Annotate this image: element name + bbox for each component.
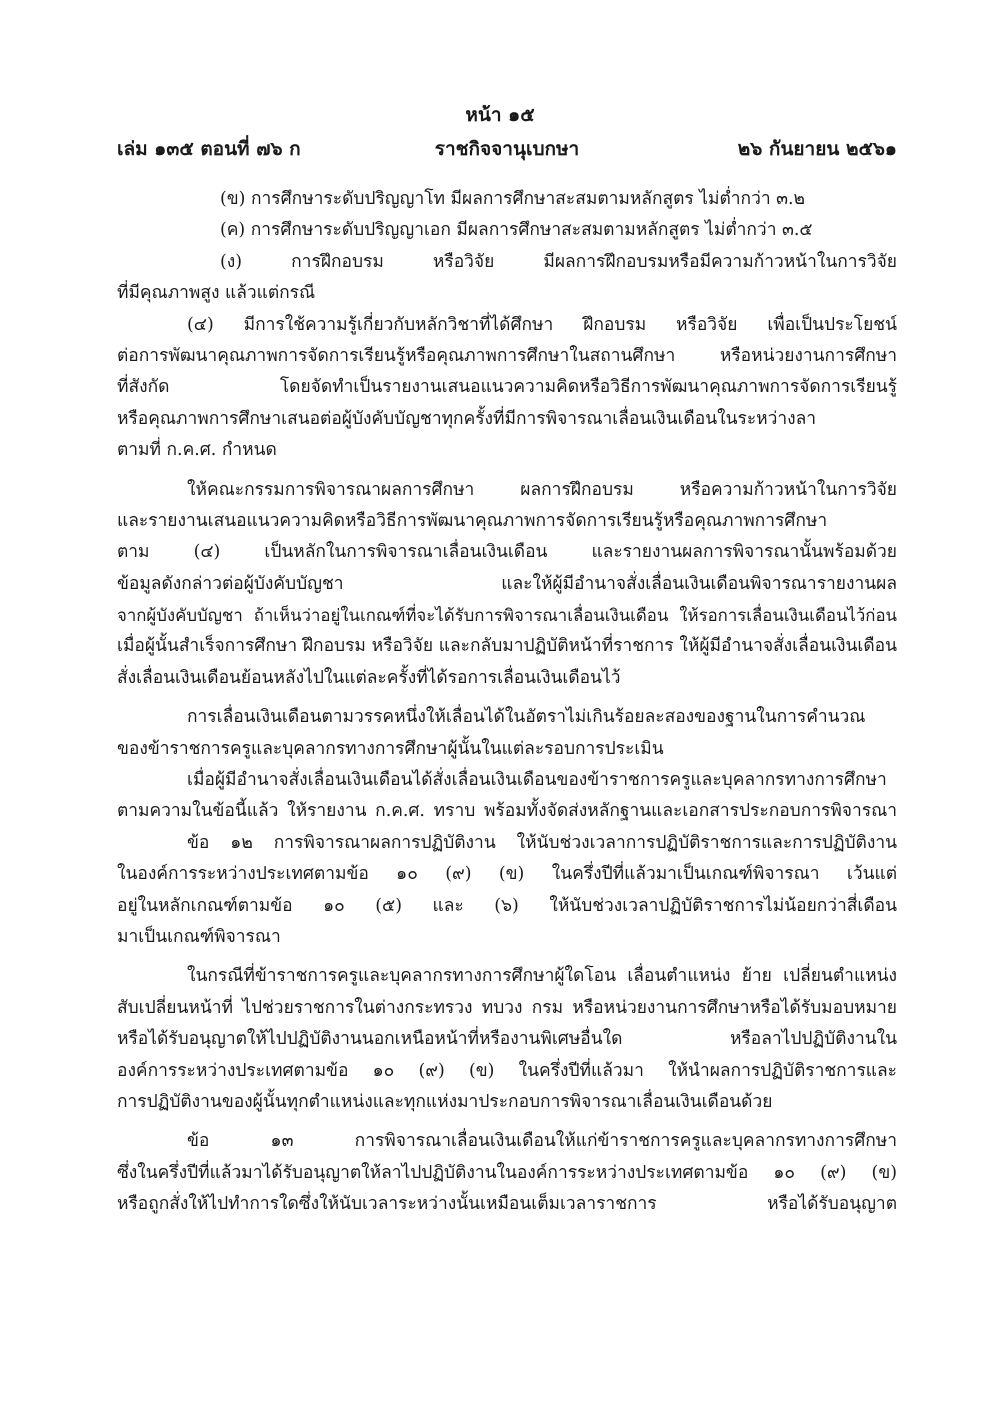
text-line: ของข้าราชการครูและบุคลากรทางการศึกษาผู้นั้นในแต่ละรอบการประเมิน xyxy=(117,738,664,759)
text-line: ในกรณีที่ข้าราชการครูและบุคลากรทางการศึกษาผู้ใดโอน เลื่อนตำแหน่ง ย้าย เปลี่ยนตำแหน่ง xyxy=(187,966,897,987)
text-line: เมื่อผู้นั้นสำเร็จการศึกษา ฝึกอบรม หรือวิจัย และกลับมาปฏิบัติหน้าที่ราชการ ให้ผู้มีอำนาจสั่งเลื่อนเงินเดือน xyxy=(117,636,897,657)
text-line: (ง) การฝึกอบรม หรือวิจัย มีผลการฝึกอบรมหรือมีความก้าวหน้าในการวิจัย xyxy=(220,251,897,272)
text-line: เมื่อผู้มีอำนาจสั่งเลื่อนเงินเดือนได้สั่งเลื่อนเงินเดือนของข้าราชการครูและบุคลากรทางการศึกษา xyxy=(187,770,887,791)
document-body xyxy=(117,184,897,1221)
text-line: ตาม (๔) เป็นหลักในการพิจารณาเลื่อนเงินเดือน และรายงานผลการพิจารณานั้นพร้อมด้วย xyxy=(117,542,897,563)
gazette-title: ราชกิจจานุเบกษา xyxy=(434,138,580,160)
text-line: (ข) การศึกษาระดับปริญญาโท มีผลการศึกษาสะสมตามหลักสูตร ไม่ต่ำกว่า ๓.๒ xyxy=(220,189,806,209)
text-line: และรายงานเสนอแนวความคิดหรือวิธีการพัฒนาคุณภาพการจัดการเรียนรู้หรือคุณภาพการศึกษา xyxy=(117,510,828,531)
text-line: ข้อมูลดังกล่าวต่อผู้บังคับบัญชา และให้ผู้มีอำนาจสั่งเลื่อนเงินเดือนพิจารณารายงานผล xyxy=(117,573,897,594)
text-line: ต่อการพัฒนาคุณภาพการจัดการเรียนรู้หรือคุณภาพการศึกษาในสถานศึกษา หรือหน่วยงานการศึกษา xyxy=(117,345,897,366)
text-line: การเลื่อนเงินเดือนตามวรรคหนึ่งให้เลื่อนได้ในอัตราไม่เกินร้อยละสองของฐานในการคำนวณ xyxy=(187,707,866,728)
text-line: ที่สังกัด โดยจัดทำเป็นรายงานเสนอแนวความคิดหรือวิธีการพัฒนาคุณภาพการจัดการเรียนรู้ xyxy=(117,377,897,398)
text-line: ตามที่ ก.ค.ศ. กำหนด xyxy=(117,440,277,461)
text-line: สั่งเลื่อนเงินเดือนย้อนหลังไปในแต่ละครั้งที่ได้รอการเลื่อนเงินเดือนไว้ xyxy=(117,667,621,688)
text-line: ข้อ ๑๒ การพิจารณาผลการปฏิบัติงาน ให้นับช่วงเวลาการปฏิบัติราชการและการปฏิบัติงาน xyxy=(187,832,897,853)
text-line: ซึ่งในครึ่งปีที่แล้วมาได้รับอนุญาตให้ลาไปปฏิบัติงานในองค์การระหว่างประเทศตามข้อ ๑๐ (๙) (ข) xyxy=(117,1162,897,1183)
text-line: สับเปลี่ยนหน้าที่ ไปช่วยราชการในต่างกระทรวง ทบวง กรม หรือหน่วยงานการศึกษาหรือได้รับมอบหมาย xyxy=(117,997,897,1018)
text-line: อยู่ในหลักเกณฑ์ตามข้อ ๑๐ (๕) และ (๖) ให้นับช่วงเวลาปฏิบัติราชการไม่น้อยกว่าสี่เดือน xyxy=(117,895,897,916)
text-line: ตามความในข้อนี้แล้ว ให้รายงาน ก.ค.ศ. ทราบ พร้อมทั้งจัดส่งหลักฐานและเอกสารประกอบการพิจารณา xyxy=(117,801,897,822)
text-line: มาเป็นเกณฑ์พิจารณา xyxy=(117,926,281,947)
volume-issue: เล่ม ๑๓๕ ตอนที่ ๗๖ ก xyxy=(117,138,301,160)
text-line: การปฏิบัติงานของผู้นั้นทุกตำแหน่งและทุกแห่งมาประกอบการพิจารณาเลื่อนเงินเดือนด้วย xyxy=(117,1091,773,1112)
publication-date: ๒๖ กันยายน ๒๕๖๑ xyxy=(737,138,897,160)
text-line: (๔) มีการใช้ความรู้เกี่ยวกับหลักวิชาที่ได้ศึกษา ฝึกอบรม หรือวิจัย เพื่อเป็นประโยชน์ xyxy=(187,314,897,335)
text-line: (ค) การศึกษาระดับปริญญาเอก มีผลการศึกษาสะสมตามหลักสูตร ไม่ต่ำกว่า ๓.๕ xyxy=(220,220,813,241)
text-line: ในองค์การระหว่างประเทศตามข้อ ๑๐ (๙) (ข) ในครึ่งปีที่แล้วมาเป็นเกณฑ์พิจารณา เว้นแต่ xyxy=(117,864,897,885)
text-line: องค์การระหว่างประเทศตามข้อ ๑๐ (๙) (ข) ในครึ่งปีที่แล้วมา ให้นำผลการปฏิบัติราชการและ xyxy=(117,1060,897,1081)
text-line: จากผู้บังคับบัญชา ถ้าเห็นว่าอยู่ในเกณฑ์ที่จะได้รับการพิจารณาเลื่อนเงินเดือน ให้รอการเลื่อนเงินเดือนไว้ก่อน xyxy=(117,605,897,626)
text-line: ข้อ ๑๓ การพิจารณาเลื่อนเงินเดือนให้แก่ข้าราชการครูและบุคลากรทางการศึกษา xyxy=(187,1131,897,1152)
page-header xyxy=(117,134,897,164)
page-number: หน้า ๑๕ xyxy=(465,104,535,126)
text-line: หรือถูกสั่งให้ไปทำการใดซึ่งให้นับเวลาระหว่างนั้นเหมือนเต็มเวลาราชการ หรือได้รับอนุญาต xyxy=(117,1194,897,1215)
text-line: ที่มีคุณภาพสูง แล้วแต่กรณี xyxy=(117,283,316,304)
text-line: หรือได้รับอนุญาตให้ไปปฏิบัติงานนอกเหนือหน้าที่หรืองานพิเศษอื่นใด หรือลาไปปฏิบัติงานใน xyxy=(117,1029,897,1050)
text-line: หรือคุณภาพการศึกษาเสนอต่อผู้บังคับบัญชาทุกครั้งที่มีการพิจารณาเลื่อนเงินเดือนในระหว่างลา xyxy=(117,408,817,429)
text-line: ให้คณะกรรมการพิจารณาผลการศึกษา ผลการฝึกอบรม หรือความก้าวหน้าในการวิจัย xyxy=(187,479,897,500)
